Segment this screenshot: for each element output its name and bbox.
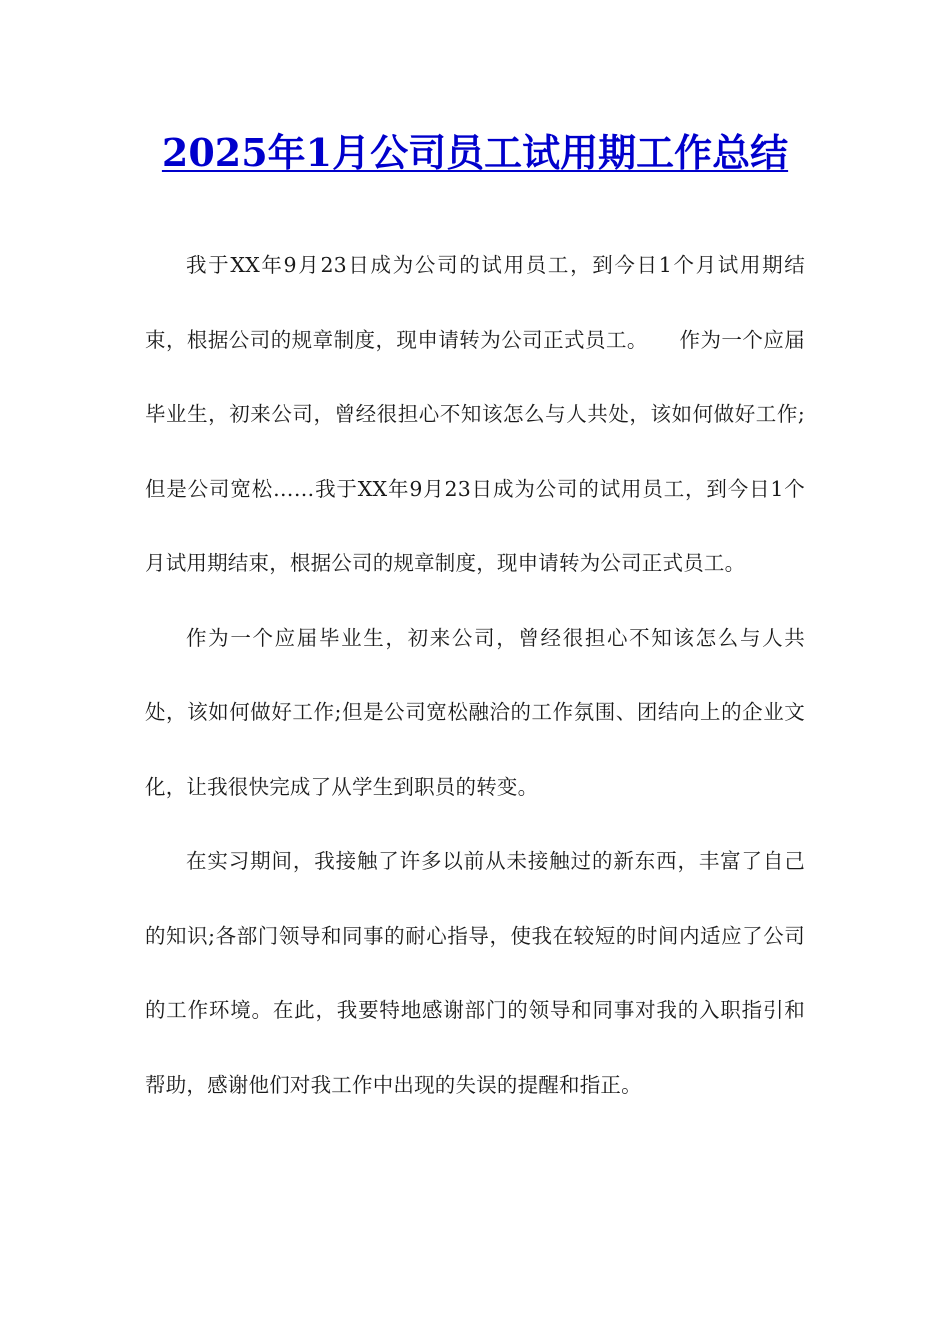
document-body — [145, 228, 805, 1122]
paragraph-1: 我于XX年9月23日成为公司的试用员工，到今日1个月试用期结束，根据公司的规章制度，现申请转为公司正式员工。 作为一个应届毕业生，初来公司，曾经很担心不知该怎么与人共处，该如何做好工作;但是公司宽松……我于XX年9月23日成为公司的试用员工，到今日1个月试用期结束，根据公司的规章制度，现申请转为公司正式员工。 — [145, 253, 805, 575]
document-title-link[interactable]: 2025年1月公司员工试用期工作总结 — [161, 130, 789, 175]
paragraph-3: 在实习期间，我接触了许多以前从未接触过的新东西，丰富了自己的知识;各部门领导和同事的耐心指导，使我在较短的时间内适应了公司的工作环境。在此，我要特地感谢部门的领导和同事对我的入职指引和帮助，感谢他们对我工作中出现的失误的提醒和指正。 — [145, 849, 805, 1097]
paragraph-2: 作为一个应届毕业生，初来公司，曾经很担心不知该怎么与人共处，该如何做好工作;但是公司宽松融洽的工作氛围、团结向上的企业文化，让我很快完成了从学生到职员的转变。 — [145, 625, 805, 799]
